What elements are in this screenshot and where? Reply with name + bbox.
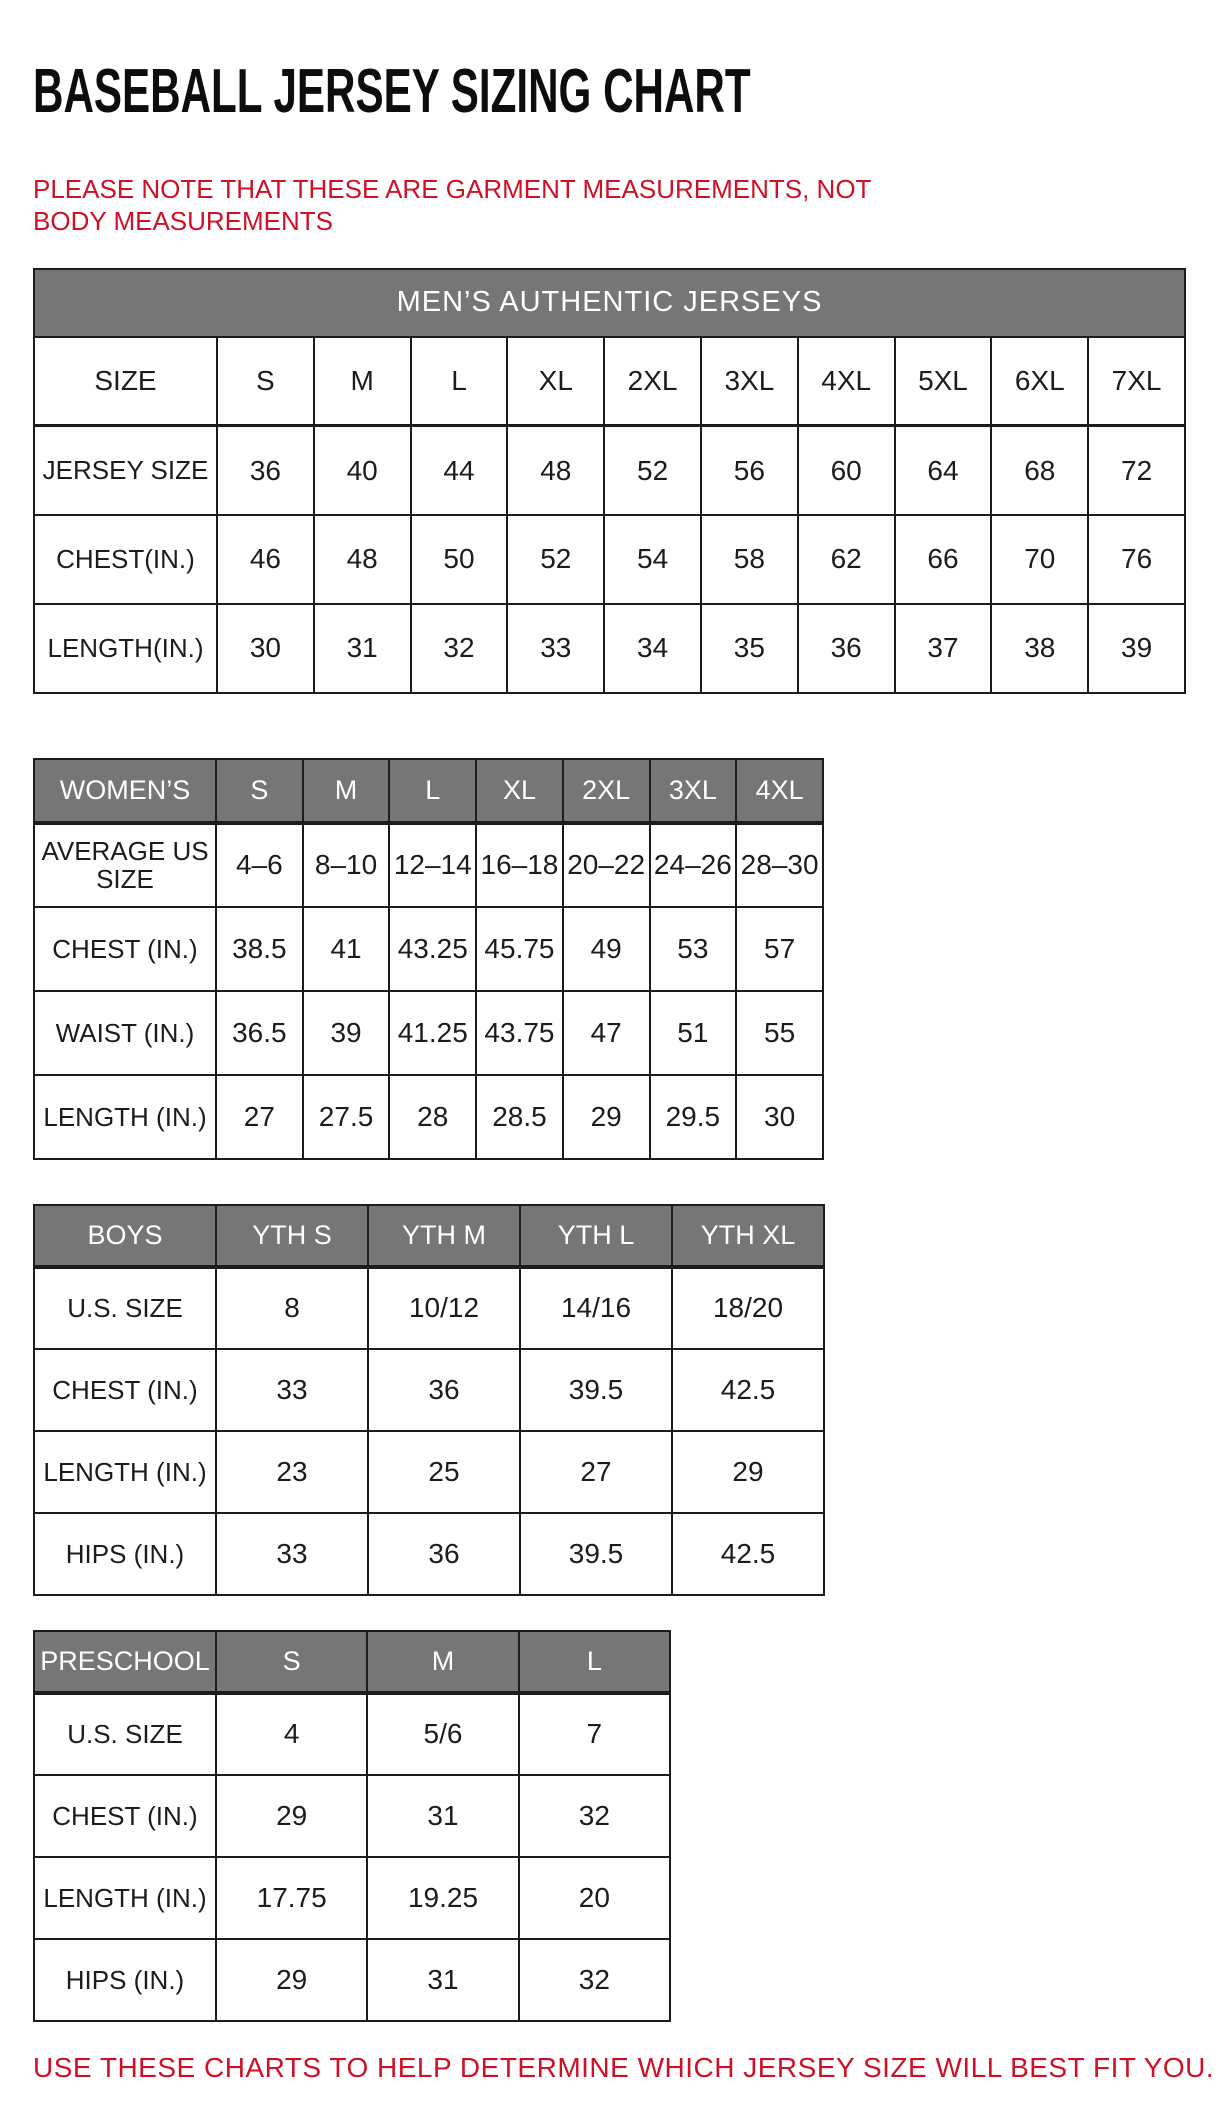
mens-table-body: [34, 269, 1185, 693]
mens-cell: 52: [604, 426, 701, 515]
preschool-row: [34, 1775, 670, 1857]
boys-cell: 36: [368, 1513, 520, 1595]
boys-sizing-table: [33, 1204, 825, 1596]
preschool-column-header: M: [367, 1631, 518, 1693]
womens-cell: 27.5: [303, 1075, 390, 1159]
mens-cell: 31: [314, 604, 411, 693]
womens-table-body: [34, 759, 823, 1159]
womens-cell: 24–26: [650, 823, 737, 907]
womens-sizing-table: [33, 758, 824, 1160]
womens-cell: 55: [736, 991, 823, 1075]
boys-row: [34, 1349, 824, 1431]
boys-row-label: U.S. SIZE: [34, 1267, 216, 1349]
mens-cell: 38: [991, 604, 1088, 693]
mens-sizing-table: [33, 268, 1186, 694]
boys-cell: 39.5: [520, 1349, 672, 1431]
preschool-header-label: PRESCHOOL: [34, 1631, 216, 1693]
boys-cell: 36: [368, 1349, 520, 1431]
mens-cell: 64: [895, 426, 992, 515]
preschool-cell: 32: [519, 1939, 670, 2021]
preschool-cell: 31: [367, 1775, 518, 1857]
mens-cell: 72: [1088, 426, 1185, 515]
preschool-row-label: U.S. SIZE: [34, 1693, 216, 1775]
womens-cell: 36.5: [216, 991, 303, 1075]
mens-cell: 44: [411, 426, 508, 515]
mens-cell: 62: [798, 515, 895, 604]
mens-column-header: 4XL: [798, 337, 895, 426]
mens-cell: 46: [217, 515, 314, 604]
womens-cell: 12–14: [389, 823, 476, 907]
womens-cell: 41: [303, 907, 390, 991]
preschool-cell: 20: [519, 1857, 670, 1939]
mens-cell: 33: [507, 604, 604, 693]
mens-cell: 36: [217, 426, 314, 515]
mens-row: [34, 426, 1185, 515]
mens-column-header: 7XL: [1088, 337, 1185, 426]
mens-column-header: XL: [507, 337, 604, 426]
preschool-table-body: [34, 1631, 670, 2021]
womens-cell: 43.75: [476, 991, 563, 1075]
womens-cell: 16–18: [476, 823, 563, 907]
preschool-row-label: HIPS (IN.): [34, 1939, 216, 2021]
mens-row-label: CHEST(IN.): [34, 515, 217, 604]
mens-column-header: 3XL: [701, 337, 798, 426]
boys-column-header: YTH XL: [672, 1205, 824, 1267]
womens-cell: 20–22: [563, 823, 650, 907]
preschool-cell: 19.25: [367, 1857, 518, 1939]
boys-cell: 33: [216, 1513, 368, 1595]
womens-column-header: 3XL: [650, 759, 737, 823]
boys-cell: 42.5: [672, 1513, 824, 1595]
boys-row: [34, 1513, 824, 1595]
womens-cell: 8–10: [303, 823, 390, 907]
boys-cell: 10/12: [368, 1267, 520, 1349]
mens-cell: 48: [314, 515, 411, 604]
mens-cell: 48: [507, 426, 604, 515]
preschool-row: [34, 1857, 670, 1939]
womens-column-header: S: [216, 759, 303, 823]
boys-cell: 29: [672, 1431, 824, 1513]
boys-cell: 14/16: [520, 1267, 672, 1349]
mens-cell: 68: [991, 426, 1088, 515]
mens-cell: 39: [1088, 604, 1185, 693]
womens-column-header: L: [389, 759, 476, 823]
womens-cell: 4–6: [216, 823, 303, 907]
mens-header-row: [34, 337, 1185, 426]
page-title: BASEBALL JERSEY SIZING CHART: [33, 56, 751, 126]
mens-column-header: M: [314, 337, 411, 426]
womens-cell: 29: [563, 1075, 650, 1159]
boys-cell: 27: [520, 1431, 672, 1513]
womens-column-header: XL: [476, 759, 563, 823]
womens-cell: 41.25: [389, 991, 476, 1075]
mens-column-header: 6XL: [991, 337, 1088, 426]
womens-row-label: LENGTH (IN.): [34, 1075, 216, 1159]
preschool-cell: 32: [519, 1775, 670, 1857]
womens-cell: 45.75: [476, 907, 563, 991]
preschool-row-label: CHEST (IN.): [34, 1775, 216, 1857]
preschool-cell: 29: [216, 1939, 367, 2021]
mens-cell: 30: [217, 604, 314, 693]
womens-cell: 51: [650, 991, 737, 1075]
womens-cell: 43.25: [389, 907, 476, 991]
womens-cell: 57: [736, 907, 823, 991]
mens-cell: 34: [604, 604, 701, 693]
mens-band-row: [34, 269, 1185, 337]
boys-column-header: YTH M: [368, 1205, 520, 1267]
preschool-row: [34, 1939, 670, 2021]
mens-cell: 52: [507, 515, 604, 604]
boys-cell: 8: [216, 1267, 368, 1349]
mens-cell: 54: [604, 515, 701, 604]
womens-cell: 49: [563, 907, 650, 991]
womens-row-label: AVERAGE US SIZE: [34, 823, 216, 907]
womens-column-header: M: [303, 759, 390, 823]
womens-row-label: WAIST (IN.): [34, 991, 216, 1075]
mens-column-header: S: [217, 337, 314, 426]
mens-cell: 70: [991, 515, 1088, 604]
womens-cell: 28–30: [736, 823, 823, 907]
mens-band-title: MEN’S AUTHENTIC JERSEYS: [34, 269, 1185, 337]
mens-cell: 36: [798, 604, 895, 693]
boys-cell: 18/20: [672, 1267, 824, 1349]
boys-table-body: [34, 1205, 824, 1595]
fit-advice-footer: USE THESE CHARTS TO HELP DETERMINE WHICH JERSEY SIZE WILL BEST FIT YOU.: [33, 2051, 1215, 2083]
mens-row: [34, 604, 1185, 693]
boys-header-row: [34, 1205, 824, 1267]
womens-column-header: 4XL: [736, 759, 823, 823]
garment-measurements-note: PLEASE NOTE THAT THESE ARE GARMENT MEASUREMENTS, NOT BODY MEASUREMENTS: [33, 173, 871, 237]
womens-cell: 38.5: [216, 907, 303, 991]
mens-cell: 58: [701, 515, 798, 604]
mens-header-label: SIZE: [34, 337, 217, 426]
preschool-sizing-table: [33, 1630, 671, 2022]
womens-cell: 47: [563, 991, 650, 1075]
preschool-header-row: [34, 1631, 670, 1693]
boys-cell: 42.5: [672, 1349, 824, 1431]
preschool-column-header: L: [519, 1631, 670, 1693]
preschool-cell: 5/6: [367, 1693, 518, 1775]
preschool-cell: 31: [367, 1939, 518, 2021]
mens-row-label: JERSEY SIZE: [34, 426, 217, 515]
womens-row: [34, 1075, 823, 1159]
boys-cell: 25: [368, 1431, 520, 1513]
mens-column-header: 5XL: [895, 337, 992, 426]
womens-cell: 39: [303, 991, 390, 1075]
mens-cell: 40: [314, 426, 411, 515]
womens-cell: 27: [216, 1075, 303, 1159]
preschool-cell: 7: [519, 1693, 670, 1775]
preschool-cell: 4: [216, 1693, 367, 1775]
boys-column-header: YTH L: [520, 1205, 672, 1267]
womens-cell: 53: [650, 907, 737, 991]
preschool-row-label: LENGTH (IN.): [34, 1857, 216, 1939]
preschool-row: [34, 1693, 670, 1775]
womens-cell: 30: [736, 1075, 823, 1159]
mens-column-header: 2XL: [604, 337, 701, 426]
womens-row: [34, 991, 823, 1075]
womens-column-header: 2XL: [563, 759, 650, 823]
mens-cell: 37: [895, 604, 992, 693]
womens-row-label: CHEST (IN.): [34, 907, 216, 991]
boys-cell: 39.5: [520, 1513, 672, 1595]
womens-header-label: WOMEN’S: [34, 759, 216, 823]
mens-cell: 66: [895, 515, 992, 604]
mens-row: [34, 515, 1185, 604]
mens-cell: 60: [798, 426, 895, 515]
mens-cell: 35: [701, 604, 798, 693]
womens-row: [34, 823, 823, 907]
boys-cell: 33: [216, 1349, 368, 1431]
boys-row: [34, 1267, 824, 1349]
womens-header-row: [34, 759, 823, 823]
boys-cell: 23: [216, 1431, 368, 1513]
preschool-cell: 29: [216, 1775, 367, 1857]
preschool-column-header: S: [216, 1631, 367, 1693]
boys-row-label: HIPS (IN.): [34, 1513, 216, 1595]
mens-row-label: LENGTH(IN.): [34, 604, 217, 693]
mens-column-header: L: [411, 337, 508, 426]
boys-row-label: LENGTH (IN.): [34, 1431, 216, 1513]
womens-cell: 28: [389, 1075, 476, 1159]
womens-cell: 28.5: [476, 1075, 563, 1159]
preschool-cell: 17.75: [216, 1857, 367, 1939]
mens-cell: 50: [411, 515, 508, 604]
boys-row: [34, 1431, 824, 1513]
boys-column-header: YTH S: [216, 1205, 368, 1267]
mens-cell: 32: [411, 604, 508, 693]
womens-row: [34, 907, 823, 991]
boys-header-label: BOYS: [34, 1205, 216, 1267]
womens-cell: 29.5: [650, 1075, 737, 1159]
boys-row-label: CHEST (IN.): [34, 1349, 216, 1431]
mens-cell: 76: [1088, 515, 1185, 604]
mens-cell: 56: [701, 426, 798, 515]
